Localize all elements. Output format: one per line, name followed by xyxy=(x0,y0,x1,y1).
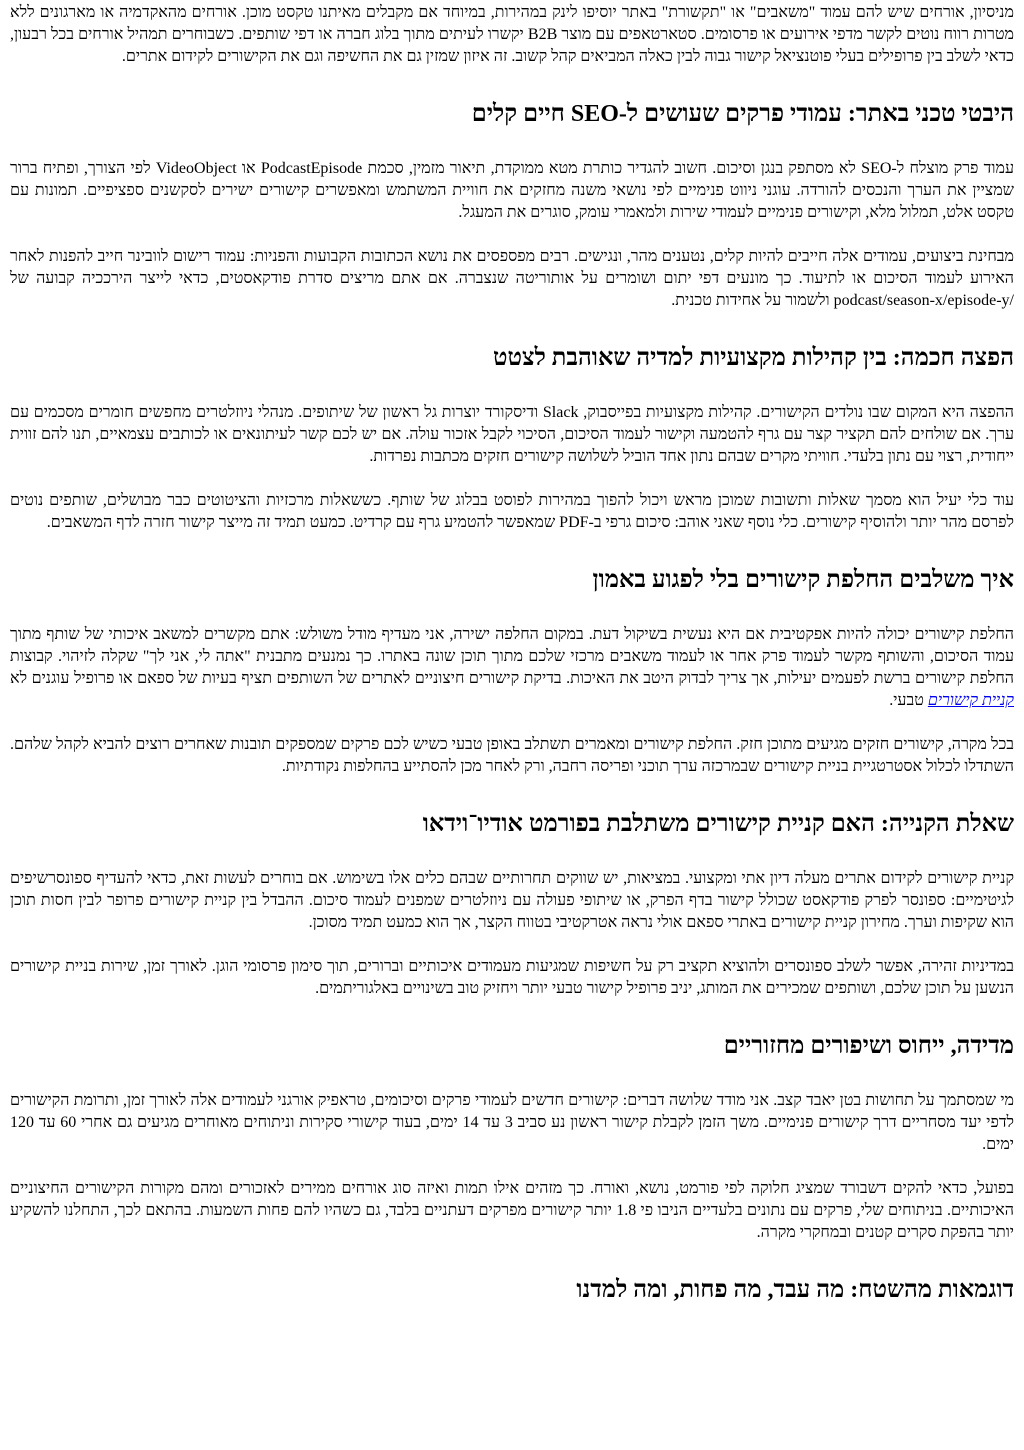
paragraph: מבחינת ביצועים, עמודים אלה חייבים להיות קלים, נטענים מהר, ונגישים. רבים מפספסים את נושא הכתובות הקבועות והפניות: עמוד רישום לוובינר חייב להפנות לאחר האירוע לעמוד הסיכום או לתיעוד. כך מונעים דפי יתום ושומרים על אותוריטה שנצברה. אם אתם מריצים סדרת פודקאסטים, כדאי לייצר הירככיה קבועה של /podcast/season-x/episode-y ולשמור על אחידות טכנית. xyxy=(10,248,1014,309)
section-heading-link-exchange: איך משלבים החלפת קישורים בלי לפגוע באמון xyxy=(592,567,1014,593)
paragraph: עמוד פרק מוצלח ל-SEO לא מסתפק בנגן וסיכום. חשוב להגדיר כותרת מטא ממוקדת, תיאור מזמין, סכמת PodcastEpisode או VideoObject לפי הצורך, ופתיח ברור שמציין את הערך והנכסים להורדה. עוגני ניווט פנימיים לפי נושאי משנה מחזקים את חוויית המשתמש ומאפשרים קישורים ישירים לסקשנים ספציפיים. תמונות עם טקסט אלט, תמלול מלא, וקישורים פנימיים לעמודי שירות ולמאמרי עומק, סוגרים את המעגל. xyxy=(10,160,1015,221)
section-heading-measurement: מדידה, ייחוס ושיפורים מחזוריים xyxy=(723,1033,1014,1059)
section-heading-buying: שאלת הקנייה: האם קניית קישורים משתלבת בפורמט אודיו־וידאו xyxy=(422,811,1014,837)
paragraph: ההפצה היא המקום שבו נולדים הקישורים. קהילות מקצועיות בפייסבוק, Slack ודיסקורד יוצרות גל ראשון של שיתופים. מנהלי ניוזלטרים מחפשים חומרים מסכמים עם ערך. אם שולחים להם תקציר קצר עם גרף להטמעה וקישור לעמוד הסיכום, הסיכוי לקבל אזכור עולה. אם יש לכם קשר לעיתונאים או לכותבים עצמאיים, תנו להם זווית ייחודית, רצוי עם נתון בלעדי. חוויתי מקרים שבהם נתון אחד הוביל לשלושה קישורים חזקים מכתבות נפרדות. xyxy=(10,404,1014,465)
paragraph xyxy=(10,624,1014,712)
paragraph: במדיניות זהירה, אפשר לשלב ספונסרים ולהוציא תקציב רק על חשיפות שמגיעות מעמודים איכותיים וברורים, תוך סימון פרסומי הוגן. לאורך זמן, שירות בניית קישורים הנשען על תוכן שלכם, ושותפים שמכירים את המותג, יניב פרופיל קישור טבעי יותר ויחזיק טוב בשינויים באלגוריתמים. xyxy=(10,958,1014,997)
section-heading-examples: דוגמאות מהשטח: מה עבד, מה פחות, ומה למדנו xyxy=(576,1277,1014,1303)
article xyxy=(0,2,1024,1306)
section-heading-technical: היבטי טכני באתר: עמודי פרקים שעושים ל-SEO חיים קלים xyxy=(471,101,1014,127)
intro-paragraph: מניסיון, אורחים שיש להם עמוד "משאבים" או "תקשורת" באתר יוסיפו לינק במהירות, במיוחד אם מקבלים מאיתנו טקסט מוכן. אורחים מהאקדמיה או מארגונים ללא מטרות רווח נוטים לקשר מדפי אירועים או פרסומים. סטארטאפים עם מוצר B2B יקשרו לעיתים מתוך בלוג חברה או דפי שותפים. כשבוחרים תמהיל אורחים בכל רבעון, כדאי לשלב בין פרופילים בעלי פוטנציאל קישור גבוה לבין כאלה המביאים קהל קשוב. זה איזון שמזין גם את החשיפה וגם את הקישורים לקידום אתרים. xyxy=(10,4,1015,65)
buy-links-link[interactable]: קניית קישורים xyxy=(927,692,1014,709)
paragraph: עוד כלי יעיל הוא מסמך שאלות ותשובות שמוכן מראש ויכול להפוך במהירות לפוסט בבלוג של שותף. כששאלות מרכזיות והציטוטים כבר מבושלים, שותפים נוטים לפרסם מהר יותר ולהוסיף קישורים. כלי נוסף שאני אוהב: סיכום גרפי ב-PDF שמאפשר להטמיע גרף עם קרדיט. כמעט תמיד זה מייצר קישור חזרה לדף המשאבים. xyxy=(10,492,1014,531)
paragraph-text: החלפת קישורים יכולה להיות אפקטיבית אם היא נעשית בשיקול דעת. במקום החלפה ישירה, אני מעדיף מודל משולש: אתם מקשרים למשאב איכותי של שותף מתוך עמוד הסיכום, והשותף מקשר לעמוד פרק אחר או לעמוד משאבים מרכזי שלכם מתוך תוכן שונה באתרו. כך נמנעים מתבנית "אתה לי, אני לך" שקלה לזיהוי. קבוצות החלפת קישורים ברשת לפעמים יעילות, אך צריך לבדוק היטב את האיכות. בדיקת קישורים חיצוניים לאתרים של השותפים תציף בעיות של ספאם או פרופיל עוגנים לא xyxy=(10,626,1014,687)
paragraph: קניית קישורים לקידום אתרים מעלה דיון אתי ומקצועי. במציאות, יש שווקים תחרותיים שבהם כלים אלו בשימוש. אם בוחרים לעשות זאת, כדאי להעדיף ספונסרשיפים לגיטימיים: ספונסר לפרק פודקאסט שכולל קישור בדף הפרק, או שיתופי פעולה עם ניוזלטרים שמפנים לעמוד סיכום. ההבדל בין קניית קישורים פרופר לבין חסות תוכן הוא שקיפות וערך. מחירון קניית קישורים באתרי ספאם אולי נראה אטרקטיבי בטווח הקצר, אך הוא כמעט תמיד מסוכן. xyxy=(10,870,1014,931)
paragraph: מי שמסתמך על תחושות בטן יאבד קצב. אני מודד שלושה דברים: קישורים חדשים לעמודי פרקים וסיכומים, טראפיק אורגני לעמודים אלה לאורך זמן, ותרומת הקישורים לדפי יעד מסחריים דרך קישורים פנימיים. משך הזמן לקבלת קישור ראשון נע סביב 3 עד 14 ימים, בעוד קישורי סקירות וניתוחים מאוחרים מגיעים גם אחרי 60 עד 120 ימים. xyxy=(10,1092,1015,1153)
paragraph: בכל מקרה, קישורים חזקים מגיעים מתוכן חזק. החלפת קישורים ומאמרים תשתלב באופן טבעי כשיש לכם פרקים שמספקים תובנות שאחרים רוצים להביא לקהל שלהם. השתדלו לכלול אסטרטגיית בניית קישורים שבמרכזה ערך תוכני ופריסה רחבה, ורק לאחר מכן להסתייע בהחלפות נקודתיות. xyxy=(10,736,1014,775)
paragraph: בפועל, כדאי להקים דשבורד שמציג חלוקה לפי פורמט, נושא, ואורח. כך מזהים אילו תמות ואיזה סוג אורחים ממירים לאזכורים ומהם מקורות הקישורים החיצוניים האיכותיים. בניתוחים שלי, פרקים עם נתונים בלעדיים הניבו פי 1.8 יותר קישורים מפרקים דעתניים בלבד, גם כשהיו להם פחות השמעות. בהתאם לכך, התחלנו להשקיע יותר בהפקת סקרים קטנים ובמחקרי מקרה. xyxy=(10,1180,1014,1241)
section-heading-distribution: הפצה חכמה: בין קהילות מקצועיות למדיה שאוהבת לצטט xyxy=(493,345,1014,371)
paragraph-text: טבעי. xyxy=(889,692,924,709)
